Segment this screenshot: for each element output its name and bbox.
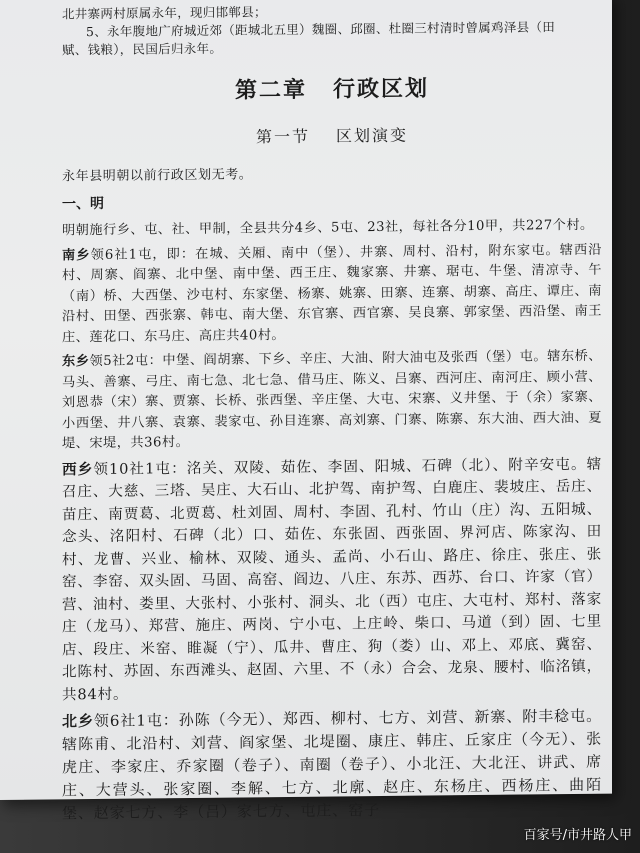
section-number: 第一节 xyxy=(255,126,310,147)
chapter-number: 第二章 xyxy=(234,76,307,104)
chapter-name: 行政区划 xyxy=(333,75,430,103)
ming-heading: 一、明 xyxy=(62,195,104,213)
section-title xyxy=(62,121,602,150)
nanxiang-lead: 南乡 xyxy=(62,247,91,263)
beixiang-lead: 北乡 xyxy=(62,712,94,731)
ming-intro-paragraph: 明朝施行乡、屯、社、甲制，全县共分4乡、5屯、23社，每社各分10甲，共227个村。 xyxy=(62,217,594,239)
xixiang-text: 领10社1屯：洺关、双陵、茹佐、李固、阳城、石碑（北）、附辛安屯。辖召庄、大慈、三塔、吴庄、大石山、北护驾、南护驾、白鹿庄、裴坡庄、岳庄、苗庄、南贾葛、北贾葛、杜刘固、周村、李固、孔村、竹山（庄）沟、五阳城、念头、洺阳村、石碑（北）口、茹佐、东张固、西张固、界河店、陈家沟、田村、龙曹、兴业、榆林、双陵、通头、孟尚、小石山、路庄、徐庄、张庄、张窑、李窑、双头固、马固、高窑、阎边、八庄、东苏、西苏、台口、许家（官）营、油村、娄里、大张村、小张村、洞头、北（西）屯庄、大屯村、郑村、落家庄（龙马）、郑营、施庄、两岗、宁小屯、上庄岭、柴口、马道（到）固、七里店、段庄、米窑、睢凝（宁）、瓜井、曹庄、狗（娄）山、邓上、邓底、冀窑、北陈村、苏固、东西滩头、赵固、六里、不（永）合会、龙泉、腰村、临洺镇，共84村。 xyxy=(62,455,602,703)
nanxiang-paragraph xyxy=(62,240,602,348)
xixiang-lead: 西乡 xyxy=(62,460,94,478)
dongxiang-text: 领5社2屯：中堡、阎胡寨、下乡、辛庄、大油、附大油屯及张西（堡）屯。辖东桥、马头、善寨、弓庄、南七急、北七急、借马庄、陈义、吕寨、西河庄、南河庄、顾小营、刘恩恭（宋）寨、贾寨、长桥、张西堡、辛庄堡、大屯、宋寨、义井堡、于（余）家寨、小西堡、井八寨、袁寨、裴家屯、孙目连寨、高刘寨、门寨、陈寨、东大油、西大油、夏堤、宋堤，共36村。 xyxy=(62,348,602,452)
watermark: 百家号/市井路人甲 xyxy=(523,828,632,843)
beixiang-text: 领6社1屯：孙陈（今无）、郑西、柳村、七方、刘营、新寨、附丰稔屯。辖陈甫、北沿村、刘营、阎家堡、北堤圈、康庄、韩庄、丘家庄（今无）、张虎庄、李家庄、乔家圈（卷子）、南圈（卷子）、小北汪、大北汪、讲武、席庄、大营头、张家圈、李解、七方、北廓、赵庄、东杨庄、西杨庄、曲陌堡、赵家七方、李（吕）家七方、屯庄、窑子 xyxy=(62,706,602,823)
intro-paragraph: 永年县明朝以前行政区划无考。 xyxy=(62,167,253,185)
section-name: 区划演变 xyxy=(336,125,409,146)
chapter-title xyxy=(62,70,602,107)
dongxiang-lead: 东乡 xyxy=(62,354,90,370)
top-line-2: 5、永年腹地广府城近郊（距城北五里）魏圈、邱圈、杜圈三村清时曾属鸡泽县（田 xyxy=(86,19,556,40)
nanxiang-text: 领6社1屯，即：在城、关厢、南中（堡）、井寨、周村、沿村，附东家屯。辖西沿村、周寨、阎寨、北中堡、南中堡、西王庄、魏家寨、井寨、琚屯、牛堡、清凉寺、午（南）桥、大西堡、沙屯村、东家堡、杨寨、姚寨、田寨、连寨、胡寨、高庄、谭庄、南沿村、田堡、西张寨、韩屯、南大堡、东官寨、西官寨、吴良寨、郭家堡、西沿堡、南王庄、莲花口、东马庄、高庄共40村。 xyxy=(62,242,602,345)
top-line-3: 赋、钱粮），民国后归永年。 xyxy=(62,40,223,58)
beixiang-paragraph xyxy=(62,705,602,826)
xixiang-paragraph xyxy=(62,453,602,706)
dongxiang-paragraph xyxy=(62,347,602,455)
top-line-1: 北井寨两村原属永年，现归邯郸县； xyxy=(62,4,267,22)
page-content xyxy=(62,0,602,829)
